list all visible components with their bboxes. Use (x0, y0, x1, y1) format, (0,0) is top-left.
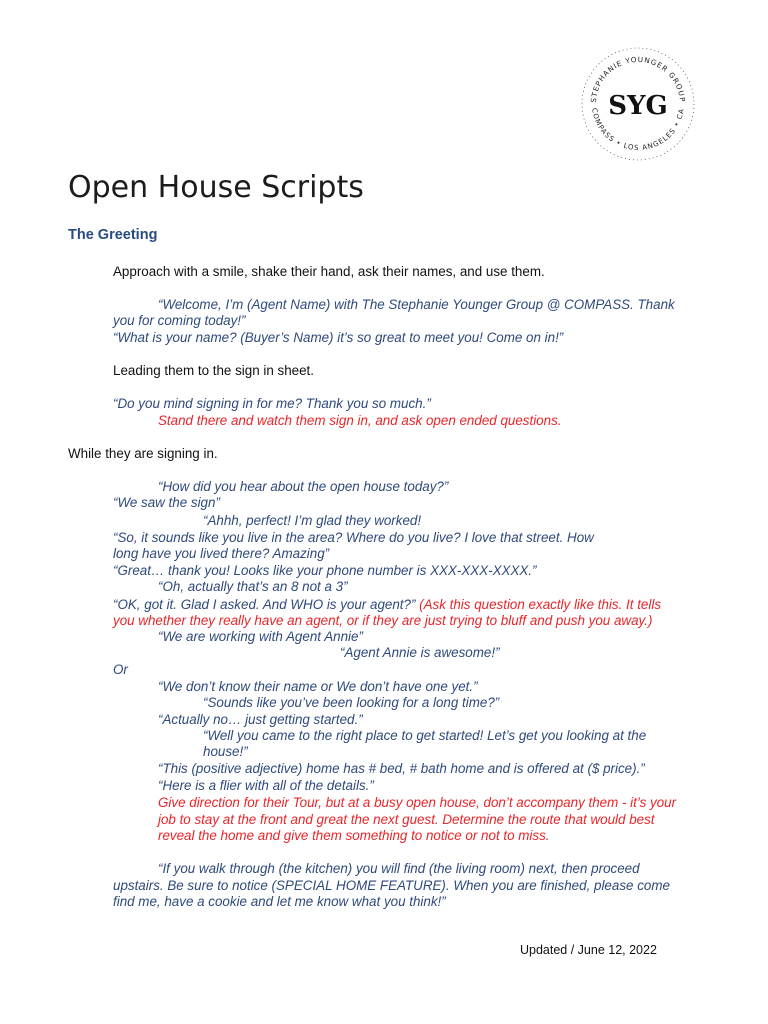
instruction-line: reveal the home and give them something to notice or not to miss. (158, 828, 550, 843)
section-heading-greeting: The Greeting (68, 227, 158, 243)
instruction-line: Stand there and watch them sign in, and ask open ended questions. (158, 413, 562, 428)
script-line: “This (positive adjective) home has # bed, # bath home and is offered at ($ price).” (158, 761, 645, 776)
script-line: “Agent Annie is awesome!” (340, 645, 500, 660)
script-line: “How did you hear about the open house today?” (158, 479, 449, 494)
script-line: “Well you came to the right place to get started! Let’s get you looking at the (203, 728, 647, 743)
instruction-line: you whether they really have an agent, or if they are just trying to bluff and push you away.) (113, 613, 653, 628)
script-line: upstairs. Be sure to notice (SPECIAL HOME FEATURE). When you are finished, please come (113, 878, 670, 893)
script-line-mixed (113, 596, 661, 613)
syg-logo (578, 44, 698, 164)
instruction-line: job to stay at the front and great the next guest. Determine the route that would best (158, 812, 655, 827)
instruction-text: (Ask this question exactly like this. It tells (415, 597, 662, 612)
script-line: “Actually no… just getting started.” (158, 712, 363, 727)
script-line: “We don’t know their name or We don’t have one yet.” (158, 679, 478, 694)
script-line: “We saw the sign” (113, 495, 220, 510)
script-line: “Here is a flier with all of the details.” (158, 778, 374, 793)
script-line: Leading them to the sign in sheet. (113, 363, 314, 378)
logo-monogram: SYG (608, 91, 668, 121)
page-title: Open House Scripts (68, 170, 364, 205)
script-line: “Sounds like you’ve been looking for a long time?” (203, 695, 500, 710)
script-line: “Do you mind signing in for me? Thank you so much.” (113, 396, 431, 411)
instruction-line: Give direction for their Tour, but at a busy open house, don’t accompany them - it’s your (158, 795, 677, 810)
script-line: “Ahhh, perfect! I’m glad they worked! (203, 513, 422, 528)
script-line: you for coming today!” (113, 313, 246, 328)
script-line: house!” (203, 744, 248, 759)
script-line: long have you lived there? Amazing” (113, 546, 330, 561)
script-line: “If you walk through (the kitchen) you will find (the living room) next, then proceed (158, 861, 640, 876)
script-line: While they are signing in. (68, 446, 218, 461)
logo-ring-top: STEPHANIE YOUNGER GROUP (588, 54, 688, 103)
script-line: “Welcome, I’m (Agent Name) with The Stephanie Younger Group @ COMPASS. Thank (158, 297, 675, 312)
script-line: “So, it sounds like you live in the area? Where do you live? I love that street. How (113, 530, 594, 545)
script-line: Approach with a smile, shake their hand, ask their names, and use them. (113, 264, 545, 279)
script-line: find me, have a cookie and let me know what you think!” (113, 894, 446, 909)
script-text: “OK, got it. Glad I asked. And WHO is your agent?” (113, 597, 416, 612)
logo-ring-bottom: COMPASS • LOS ANGELES • CA (590, 107, 686, 153)
script-line: “What is your name? (Buyer’s Name) it’s so great to meet you! Come on in!” (113, 330, 564, 345)
script-line: “Great… thank you! Looks like your phone number is XXX-XXX-XXXX.” (113, 563, 537, 578)
updated-date: Updated / June 12, 2022 (520, 943, 657, 957)
script-line: Or (113, 662, 128, 677)
script-line: “We are working with Agent Annie” (158, 629, 363, 644)
script-line: “Oh, actually that’s an 8 not a 3” (158, 579, 348, 594)
